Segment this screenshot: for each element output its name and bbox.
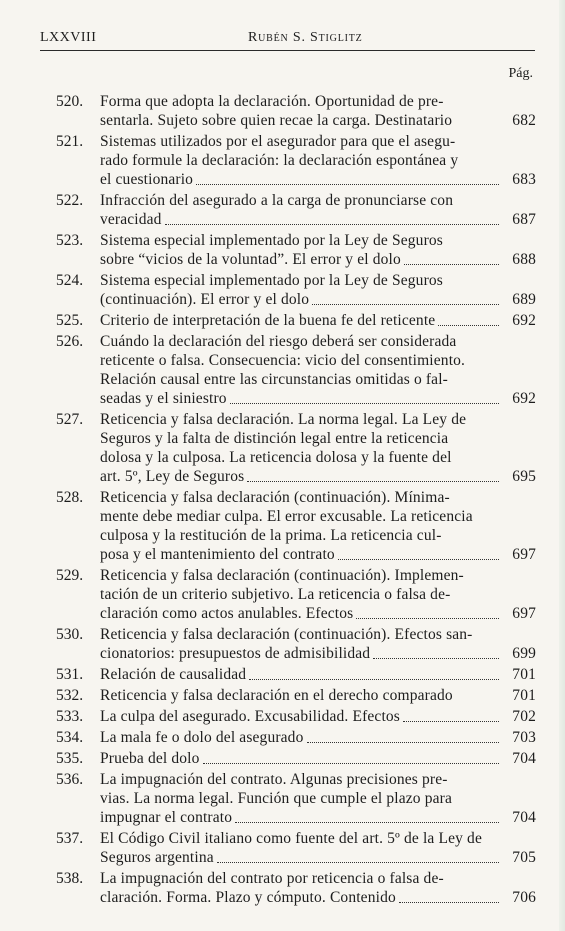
entry-page-number: 692 (512, 312, 536, 329)
toc-entry (56, 92, 536, 130)
entry-title (100, 625, 536, 663)
entry-line (100, 467, 536, 486)
entry-line (100, 429, 536, 448)
entry-title (100, 410, 536, 486)
entry-line-text: Relación de causalidad (100, 666, 247, 683)
entry-line-text: claración como actos anulables. Efectos (100, 605, 354, 622)
toc-entry (56, 271, 536, 309)
entry-number: 537. (56, 830, 84, 847)
entry-page-number: 704 (512, 750, 536, 767)
entry-line (100, 111, 536, 130)
entry-title (100, 829, 536, 867)
entry-line (100, 848, 536, 867)
entry-line-text: Infracción del asegurado a la carga de pronunciarse con (100, 192, 454, 209)
entry-line-text: Relación causal entre las circunstancias omitidas o fal- (100, 371, 448, 388)
entry-page-number: 683 (512, 171, 536, 188)
entry-line-text: cionatorios: presupuestos de admisibilidad (100, 645, 371, 662)
toc-entry (56, 665, 536, 684)
page-edge (559, 0, 565, 931)
dot-leader (203, 763, 499, 764)
dot-leader (438, 325, 499, 326)
toc-entry (56, 311, 536, 330)
dot-leader (235, 822, 499, 823)
entry-line-text: La impugnación del contrato por reticencia o falsa de- (100, 870, 444, 887)
table-of-contents (56, 92, 536, 909)
dot-leader (247, 481, 499, 482)
entry-line-text: reticente o falsa. Consecuencia: vicio del consentimiento. (100, 352, 466, 369)
entry-line-text: Reticencia y falsa declaración en el derecho comparado (100, 687, 453, 704)
entry-line (100, 808, 536, 827)
entry-line-text: rado formule la declaración: la declaración espontánea y (100, 152, 459, 169)
toc-entry (56, 332, 536, 408)
entry-line-text: sobre “vicios de la voluntad”. El error y el dolo (100, 251, 401, 268)
entry-line-text: seadas y el siniestro (100, 390, 227, 407)
entry-line (100, 170, 536, 189)
entry-title (100, 191, 536, 229)
entry-number: 520. (56, 93, 84, 110)
entry-line-text: La culpa del asegurado. Excusabilidad. Efectos (100, 708, 400, 725)
dot-leader (373, 658, 499, 659)
toc-entry (56, 770, 536, 827)
entry-line (100, 271, 536, 290)
entry-number: 529. (56, 567, 84, 584)
dot-leader (356, 618, 499, 619)
entry-number: 526. (56, 333, 84, 350)
entry-number: 521. (56, 133, 84, 150)
entry-line-text: vias. La norma legal. Función que cumple el plazo para (100, 790, 452, 807)
dot-leader (404, 264, 499, 265)
dot-leader (217, 862, 499, 863)
entry-title (100, 132, 536, 189)
entry-line (100, 92, 536, 111)
entry-line-text: veracidad (100, 211, 162, 228)
dot-leader (403, 721, 499, 722)
entry-page-number: 687 (512, 211, 536, 228)
entry-number: 528. (56, 489, 84, 506)
entry-line-text: art. 5º, Ley de Seguros (100, 468, 245, 485)
entry-line (100, 507, 536, 526)
dot-leader (196, 184, 499, 185)
entry-number: 534. (56, 729, 84, 746)
entry-number: 531. (56, 666, 84, 683)
entry-line-text: Sistema especial implementado por la Ley de Seguros (100, 272, 443, 289)
entry-line-text: Sistema especial implementado por la Ley de Seguros (100, 232, 443, 249)
entry-line (100, 728, 536, 747)
entry-line (100, 151, 536, 170)
toc-entry (56, 749, 536, 768)
entry-line (100, 389, 536, 408)
entry-line (100, 869, 536, 888)
page-column-label: Pág. (508, 66, 533, 81)
toc-entry (56, 410, 536, 486)
entry-page-number: 706 (512, 889, 536, 906)
dot-leader (399, 902, 499, 903)
entry-line (100, 707, 536, 726)
entry-number: 532. (56, 687, 84, 704)
entry-line (100, 585, 536, 604)
entry-line (100, 789, 536, 808)
entry-line-text: Criterio de interpretación de la buena fe del reticente (100, 312, 436, 329)
entry-line (100, 749, 536, 768)
dot-leader (165, 224, 499, 225)
toc-entry (56, 625, 536, 663)
toc-entry (56, 488, 536, 564)
entry-number: 527. (56, 411, 84, 428)
entry-line (100, 686, 536, 705)
toc-entry (56, 728, 536, 747)
dot-leader (338, 559, 499, 560)
entry-line-text: mente debe mediar culpa. El error excusable. La reticencia (100, 508, 473, 525)
entry-page-number: 682 (512, 112, 536, 129)
toc-entry (56, 566, 536, 623)
entry-line-text: Reticencia y falsa declaración (continuación). Efectos san- (100, 626, 473, 643)
entry-line (100, 488, 536, 507)
entry-line-text: Reticencia y falsa declaración (continuación). Mínima- (100, 489, 450, 506)
entry-title (100, 566, 536, 623)
entry-line-text: Cuándo la declaración del riesgo deberá ser considerada (100, 333, 457, 350)
running-head-author: Rubén S. Stiglitz (248, 30, 363, 45)
entry-page-number: 697 (512, 605, 536, 622)
entry-line (100, 829, 536, 848)
dot-leader (312, 304, 499, 305)
entry-line (100, 625, 536, 644)
entry-title (100, 332, 536, 408)
entry-line-text: impugnar el contrato (100, 809, 233, 826)
toc-entry (56, 132, 536, 189)
toc-entry (56, 686, 536, 705)
entry-number: 538. (56, 870, 84, 887)
entry-line-text: tación de un criterio subjetivo. La reticencia o falsa de- (100, 586, 451, 603)
entry-line-text: La mala fe o dolo del asegurado (100, 729, 304, 746)
entry-line (100, 526, 536, 545)
entry-number: 524. (56, 272, 84, 289)
entry-number: 522. (56, 192, 84, 209)
entry-line (100, 410, 536, 429)
entry-line (100, 665, 536, 684)
entry-line-text: dolosa y la culposa. La reticencia dolosa y la fuente del (100, 449, 452, 466)
entry-number: 525. (56, 312, 84, 329)
entry-number: 523. (56, 232, 84, 249)
entry-line (100, 644, 536, 663)
entry-line (100, 566, 536, 585)
entry-page-number: 705 (512, 849, 536, 866)
entry-line-text: El Código Civil italiano como fuente del art. 5º de la Ley de (100, 830, 482, 847)
entry-line-text: sentarla. Sujeto sobre quien recae la carga. Destinatario (100, 112, 453, 129)
entry-title (100, 488, 536, 564)
entry-title (100, 707, 536, 726)
entry-page-number: 688 (512, 251, 536, 268)
entry-number: 535. (56, 750, 84, 767)
entry-page-number: 695 (512, 468, 536, 485)
entry-number: 530. (56, 626, 84, 643)
entry-number: 533. (56, 708, 84, 725)
entry-title (100, 749, 536, 768)
entry-line (100, 250, 536, 269)
entry-title (100, 686, 536, 705)
entry-line (100, 448, 536, 467)
entry-title (100, 311, 536, 330)
entry-line (100, 231, 536, 250)
toc-entry (56, 869, 536, 907)
entry-line-text: Sistemas utilizados por el asegurador para que el asegu- (100, 133, 456, 150)
dot-leader (249, 679, 499, 680)
entry-line (100, 770, 536, 789)
entry-page-number: 703 (512, 729, 536, 746)
entry-line (100, 311, 536, 330)
entry-page-number: 689 (512, 291, 536, 308)
entry-line (100, 888, 536, 907)
entry-line (100, 545, 536, 564)
entry-page-number: 699 (512, 645, 536, 662)
entry-title (100, 728, 536, 747)
entry-line-text: Seguros argentina (100, 849, 214, 866)
entry-line-text: posa y el mantenimiento del contrato (100, 546, 335, 563)
entry-page-number: 702 (512, 708, 536, 725)
entry-number: 536. (56, 771, 84, 788)
entry-line-text: culposa y la restitución de la prima. La reticencia cul- (100, 527, 442, 544)
entry-line (100, 132, 536, 151)
entry-line-text: (continuación). El error y el dolo (100, 291, 310, 308)
entry-line-text: Forma que adopta la declaración. Oportunidad de pre- (100, 93, 444, 110)
entry-page-number: 701 (512, 666, 536, 683)
toc-entry (56, 231, 536, 269)
toc-entry (56, 191, 536, 229)
running-header (40, 26, 535, 51)
entry-title (100, 231, 536, 269)
entry-line-text: Reticencia y falsa declaración. La norma legal. La Ley de (100, 411, 467, 428)
entry-line (100, 332, 536, 351)
entry-line-text: Reticencia y falsa declaración (continuación). Implemen- (100, 567, 464, 584)
entry-page-number: 697 (512, 546, 536, 563)
entry-line-text: el cuestionario (100, 171, 194, 188)
entry-line (100, 191, 536, 210)
entry-page-number: 704 (512, 809, 536, 826)
entry-title (100, 869, 536, 907)
entry-page-number: 692 (512, 390, 536, 407)
entry-page-number: 701 (512, 687, 536, 704)
entry-line (100, 290, 536, 309)
entry-line (100, 370, 536, 389)
entry-title (100, 770, 536, 827)
entry-title (100, 92, 536, 130)
entry-title (100, 665, 536, 684)
entry-line-text: La impugnación del contrato. Algunas precisiones pre- (100, 771, 448, 788)
toc-entry (56, 707, 536, 726)
toc-entry (56, 829, 536, 867)
entry-line (100, 604, 536, 623)
entry-title (100, 271, 536, 309)
entry-line (100, 351, 536, 370)
entry-line-text: Prueba del dolo (100, 750, 200, 767)
entry-line-text: claración. Forma. Plazo y cómputo. Contenido (100, 889, 396, 906)
dot-leader (307, 742, 500, 743)
dot-leader (230, 403, 499, 404)
entry-line (100, 210, 536, 229)
entry-line-text: Seguros y la falta de distinción legal entre la reticencia (100, 430, 449, 447)
page-folio: LXXVIII (40, 30, 97, 45)
